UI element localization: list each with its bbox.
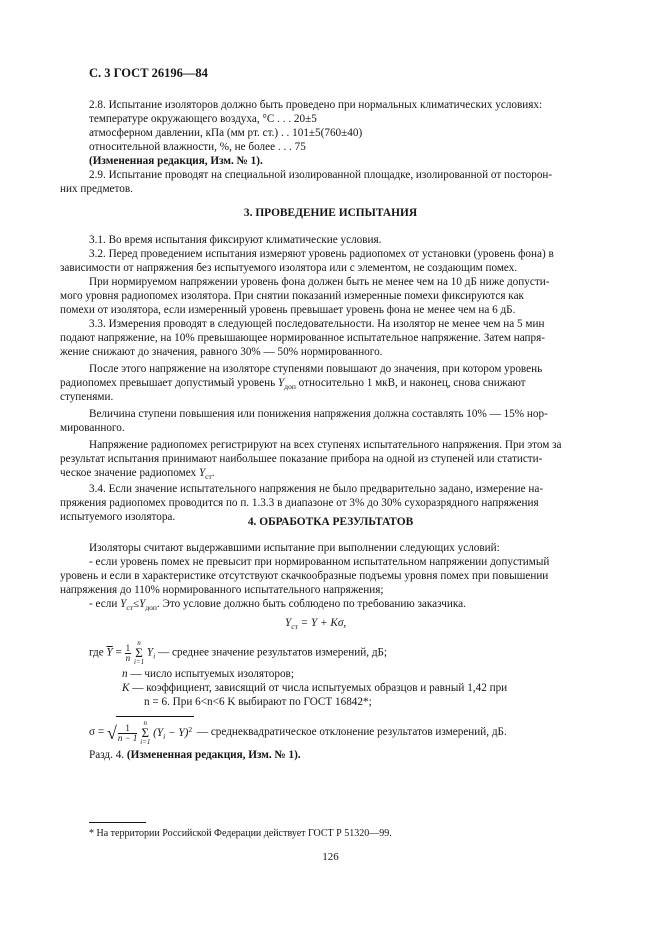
condition-2	[89, 597, 466, 615]
formula-sigma	[89, 716, 507, 749]
subscript-dop: доп	[145, 603, 157, 612]
sum-lower: i=1	[133, 658, 145, 666]
formula-mean	[89, 640, 387, 667]
clause-3-2-para-2-line-1: При нормируемом напряжении уровень фона должен быть не менее чем на 10 дБ ниже допусти-	[89, 276, 550, 288]
clause-2-8-amendment: (Измененная редакция, Изм. № 1).	[89, 155, 263, 167]
n-description: — число испытуемых изоляторов;	[130, 668, 294, 680]
where-label: где	[89, 646, 104, 659]
symbol-y: Y	[146, 646, 154, 659]
condition-1-line-2: уровень и если в характеристике отсутствуют скачкообразные подъемы уровня помех при повышении	[60, 570, 549, 582]
clause-3-1: 3.1. Во время испытания фиксируют климатические условия.	[89, 234, 382, 246]
sum-lower: i=1	[140, 738, 151, 747]
footnote: * На территории Российской Федерации действует ГОСТ Р 51320—99.	[89, 828, 392, 839]
sigma-symbol: Σ	[141, 725, 150, 741]
formula-y-st	[285, 616, 346, 634]
sigma-symbol: Σ	[135, 645, 143, 660]
numerator: 1	[118, 724, 138, 734]
clause-3-3-para-2-line-3: ступенями.	[60, 391, 114, 403]
page-header: С. 3 ГОСТ 26196—84	[89, 66, 208, 80]
condition-1-line-3: напряжения до 110% нормированного испытательного напряжения;	[60, 584, 384, 596]
sq-term-2: − Y)	[168, 727, 189, 739]
subscript-st: ст	[291, 622, 298, 631]
k-description: — коэффициент, зависящий от числа испытуемых образцов и равный 1,42 при	[132, 682, 508, 694]
mean-description: — среднее значение результатов измерений, дБ;	[158, 646, 388, 659]
text-fragment: относительно 1 мкВ, и наконец, снова снижают	[298, 377, 526, 389]
subscript-i: i	[163, 732, 166, 741]
condition-1-line-1: - если уровень помех не превысит при нормированном испытательном напряжении допустимый	[89, 556, 550, 568]
clause-3-3-para-3-line-1: Величина ступени повышения или понижения напряжения должна составлять 10% — 15% нор-	[89, 408, 548, 420]
clause-2-8-temperature: температуре окружающего воздуха, °С . . . 20±5	[89, 113, 317, 125]
symbol-y: Y	[285, 617, 292, 629]
clause-2-8-pressure: атмосферном давлении, кПа (мм рт. ст.) . . 101±5(760±40)	[89, 127, 363, 139]
subscript-i: i	[153, 651, 156, 661]
subscript-st: ст	[126, 603, 133, 612]
page-number: 126	[322, 851, 339, 863]
clause-3-3-para-2-line-2	[60, 376, 526, 394]
razd-label: Разд. 4.	[89, 749, 125, 761]
text-fragment: .	[211, 467, 215, 479]
clause-3-2-line-1: 3.2. Перед проведением испытания измеряют уровень радиопомех от установки (уровень фона) в	[89, 248, 554, 260]
power-2: 2	[188, 725, 193, 734]
sum-upper: n	[143, 719, 148, 728]
text-fragment: радиопомех превышает допустимый уровень	[60, 377, 276, 389]
symbol-y: Y	[139, 598, 146, 610]
clause-3-3-line-1: 3.3. Измерения проводят в следующей последовательности. На изолятор не менее чем на 5 мин	[89, 318, 545, 330]
symbol-n: n	[122, 668, 128, 680]
clause-3-2-para-2-line-2: мого уровня радиопомех изолятора. При снятии показаний измеренные помехи фиксируются как	[60, 290, 524, 302]
symbol-y: Y	[278, 377, 285, 389]
clause-2-9-line-1: 2.9. Испытание проводят на специальной изолированной площадке, изолированной от посторон-	[89, 169, 553, 181]
denominator: n	[125, 652, 131, 663]
clause-3-3-para-4-line-1: Напряжение радиопомех регистрируют на всех ступенях испытательного напряжения. При этом за	[89, 439, 562, 451]
n-definition	[122, 667, 294, 681]
clause-3-4-line-2: пряжения радиопомех проводится по п. 1.3.3 в диапазоне от 3% до 30% сухоразрядного напряжения	[60, 497, 539, 509]
clause-2-8-line-1: 2.8. Испытание изоляторов должно быть проведено при нормальных климатических условиях:	[89, 99, 543, 111]
k-definition-line-1	[122, 681, 507, 695]
formula-rhs: = Y + Kσ,	[300, 617, 347, 629]
fraction-1-over-n	[125, 644, 132, 663]
sum-operator	[140, 720, 150, 746]
k-definition-line-2: n = 6. При 6<n<6 K выбирают по ГОСТ 16842*;	[144, 696, 372, 708]
clause-3-2-para-2-line-3: помехи от изолятора, если измеренный уровень превышает уровень фона не менее чем на 6 дБ.	[60, 304, 516, 316]
fraction-1-over-n-1	[118, 724, 138, 743]
text-fragment: - если	[89, 598, 118, 610]
clause-3-3-para-2-line-1: После этого напряжение на изоляторе ступенями повышают до значения, при котором уровень	[89, 363, 543, 375]
clause-3-3-line-3: жение снижают до значения, равного 30% — 50% нормированного.	[60, 346, 383, 358]
clause-2-8-humidity: относительной влажности, %, не более . . . 75	[89, 141, 306, 153]
section-4-amendment	[89, 748, 301, 762]
symbol-k: K	[122, 682, 130, 694]
clause-2-9-line-2: них предметов.	[60, 183, 133, 195]
clause-3-4-line-1: 3.4. Если значение испытательного напряжения не было предварительно задано, измерение на-	[89, 483, 544, 495]
subscript-st: ст	[205, 472, 212, 481]
clause-3-4-line-3: испытуемого изолятора.	[60, 511, 176, 523]
clause-3-3-para-3-line-2: мированного.	[60, 422, 125, 434]
section-4-title: 4. ОБРАБОТКА РЕЗУЛЬТАТОВ	[247, 516, 414, 528]
clause-3-2-line-2: зависимости от напряжения без испытуемого изолятора или с элементом, не создающим помех.	[60, 262, 518, 274]
amendment-note: (Измененная редакция, Изм. № 1).	[126, 749, 301, 761]
sigma-description: — среднеквадратическое отклонение результатов измерений, дБ.	[196, 726, 507, 739]
symbol-y: Y	[198, 467, 206, 479]
sqrt-body	[116, 716, 194, 749]
le-symbol: ≤	[132, 598, 140, 610]
sigma-lhs: σ =	[89, 726, 105, 739]
clause-3-3-line-2: подают напряжение, на 10% превышающее нормированное испытательное напряжение. Затем напря-	[60, 332, 545, 344]
sum-upper: n	[137, 639, 141, 647]
footnote-divider	[89, 822, 146, 823]
subscript-dop: доп	[284, 382, 296, 391]
sum-operator	[134, 640, 144, 666]
equals-sign: =	[115, 646, 122, 659]
section-4-intro: Изоляторы считают выдержавшими испытание при выполнении следующих условий:	[89, 542, 500, 554]
text-fragment: . Это условие должно быть соблюдено по требованию заказчика.	[156, 598, 466, 610]
denominator: n − 1	[117, 732, 138, 743]
clause-3-3-para-4-line-2: результат испытания принимают наибольшее показание прибора на одной из ступеней или статисти-	[60, 453, 543, 465]
symbol-y: Y	[120, 598, 127, 610]
numerator: 1	[125, 642, 131, 653]
text-fragment: ческое значение радиопомех	[60, 467, 197, 479]
sqrt-sign: √	[106, 722, 117, 743]
sq-term: (Y	[153, 727, 164, 739]
section-3-title: 3. ПРОВЕДЕНИЕ ИСПЫТАНИЯ	[243, 207, 418, 219]
symbol-y-bar: $\overline{Y}$	[106, 646, 113, 659]
